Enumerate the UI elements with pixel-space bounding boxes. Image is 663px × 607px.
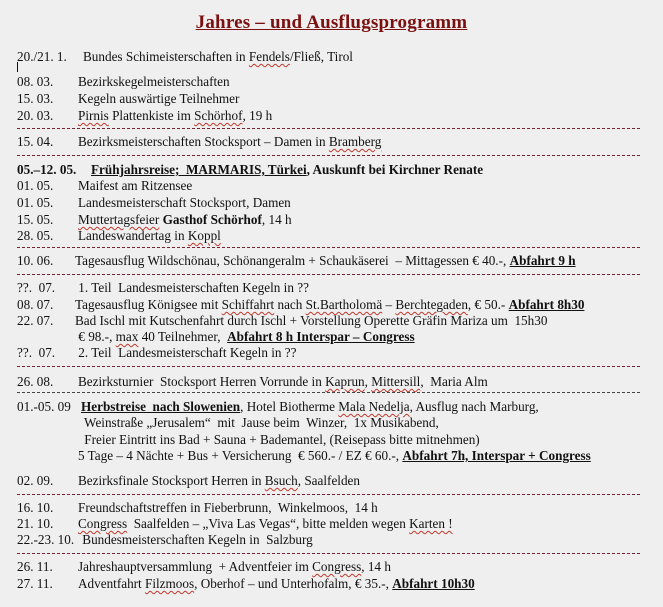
entry-text: Bezirksturnier Stocksport Herren Vorrunde in [78, 374, 326, 389]
schedule-entry [17, 532, 313, 548]
entry-text: Muttertagsfeier [78, 212, 160, 227]
separator [17, 553, 640, 554]
entry-date: 22.-23. 10. [17, 532, 75, 547]
schedule-entry [17, 178, 192, 194]
schedule-entry [17, 399, 539, 415]
schedule-entry [17, 74, 230, 90]
entry-date: 15. 05. [17, 212, 54, 227]
separator [17, 155, 640, 156]
entry-text: Congress [78, 516, 128, 531]
entry-text: St.Bartholomä [305, 297, 383, 312]
entry-text: , Oberhof – und Unterhofalm, € 35.-, [194, 576, 393, 591]
entry-text: , 14 h [361, 559, 391, 574]
schedule-entry [17, 473, 360, 489]
entry-date: 05.–12. 05. [17, 162, 77, 177]
entry-date: 20. 03. [17, 108, 54, 123]
schedule-entry [17, 280, 309, 296]
entry-date: 01. 05. [17, 195, 54, 210]
entry-text: Landeswandertag in [78, 228, 188, 243]
entry-text: Abfahrt 9 h [509, 253, 576, 268]
entry-text: Landesmeisterschaft Stocksport, Damen [78, 195, 291, 210]
entry-text: Bad Ischl mit Kutschenfahrt durch Ischl + Vorstellung Operette Gräfin Mariza um 15h30 [75, 313, 548, 328]
schedule-entry [17, 559, 391, 575]
entry-text: Saalfelden – „Viva Las Vegas“, bitte melden wegen [127, 516, 410, 531]
entry-text: Frühjahrsreise; MARMARIS, Türkei [91, 162, 307, 177]
entry-date: 16. 10. [17, 500, 54, 515]
entry-text: Bundes Schimeisterschaften in [83, 49, 249, 64]
entry-text: Mala Nedelja [338, 399, 410, 414]
entry-text: Maifest am Ritzensee [78, 178, 193, 193]
entry-text: – [382, 297, 396, 312]
entry-text: Freundschaftstreffen in Fieberbrunn, Winkelmoos, 14 h [78, 500, 378, 515]
entry-text: Abfahrt 7h, Interspar + Congress [402, 448, 591, 463]
entry-text: , Maria Alm [420, 374, 488, 389]
schedule-entry-continuation [17, 432, 480, 448]
entry-date: ??. 07. [17, 280, 56, 295]
entry-text: Bsuch [264, 473, 298, 488]
entry-date: 08. 03. [17, 74, 54, 89]
entry-text: € 98.-, [75, 329, 116, 344]
entry-text: Bezirksfinale Stocksport Herren in [78, 473, 265, 488]
separator [17, 247, 640, 248]
entry-date: 28. 05. [17, 228, 54, 243]
entry-text: Bramberg [328, 134, 382, 149]
entry-text: Mittersill [371, 374, 421, 389]
schedule-entry [17, 345, 296, 361]
schedule-entry [17, 228, 221, 244]
entry-text: Herbstreise nach Slowenien [81, 399, 241, 414]
separator [17, 392, 640, 393]
schedule-entry-continuation [17, 448, 591, 464]
entry-date: 15. 03. [17, 91, 54, 106]
entry-date: 10. 06. [17, 253, 54, 268]
entry-text: , Saalfelden [297, 473, 360, 488]
entry-text: , € 50.- [467, 297, 509, 312]
schedule-entry [17, 49, 353, 65]
schedule-entry [17, 212, 292, 228]
separator [17, 128, 640, 129]
schedule-entry [17, 500, 378, 516]
entry-text: Tagesausflug Königsee mit [75, 297, 222, 312]
schedule-entry [17, 134, 381, 150]
entry-text: Freier Eintritt ins Bad + Sauna + Bademantel, (Reisepass bitte mitnehmen) [81, 432, 480, 447]
entry-text: Abfahrt 10h30 [392, 576, 475, 591]
entry-text: Plattenkiste im [108, 108, 195, 123]
schedule-entry [17, 253, 576, 269]
entry-text: , Hotel Biotherme [240, 399, 339, 414]
entry-text: nach [274, 297, 306, 312]
entry-text: , Ausflug nach Marburg, [409, 399, 539, 414]
separator [17, 274, 640, 275]
document-title: Jahres – und Ausflugsprogramm [195, 12, 468, 33]
entry-text: Abfahrt 8 h Interspar – Congress [227, 329, 415, 344]
entry-text: Karten ! [409, 516, 453, 531]
entry-text: Fendels [248, 49, 290, 64]
schedule-entry [17, 516, 453, 532]
separator [17, 494, 640, 495]
entry-text: /Fließ, Tirol [289, 49, 353, 64]
entry-date: 08. 07. [17, 297, 54, 312]
schedule-entry-continuation [17, 329, 415, 345]
entry-text: 5 Tage – 4 Nächte + Bus + Versicherung € 560.- / EZ € 60.-, [78, 448, 403, 463]
entry-date: 21. 10. [17, 516, 54, 531]
entry-text: max [115, 329, 139, 344]
schedule-entry [17, 297, 584, 313]
entry-date: 15. 04. [17, 134, 54, 149]
entry-text: , 19 h [242, 108, 273, 123]
entry-text: Gasthof Schörhof [162, 212, 262, 227]
entry-date: 26. 11. [17, 559, 53, 574]
entry-date: 01.-05. 09 [17, 399, 71, 414]
entry-text: Berchtegaden [395, 297, 468, 312]
entry-date: 22. 07. [17, 313, 54, 328]
entry-text: Bundesmeisterschaften Kegeln in Salzburg [79, 532, 313, 547]
entry-text: Pirnis [78, 108, 109, 123]
entry-text: Tagesausflug Wildschönau, Schönangeralm + Schaukäserei – Mittagessen € 40.-, [75, 253, 510, 268]
schedule-entry-continuation [17, 415, 439, 431]
entry-text: , [364, 374, 372, 389]
entry-text: Bezirkskegelmeisterschaften [78, 74, 230, 89]
entry-date: 20./21. 1. [17, 49, 67, 64]
schedule-entry [17, 313, 547, 329]
schedule-entry [17, 108, 272, 124]
entry-text: 2. Teil Landesmeisterschaft Kegeln in ?? [75, 345, 297, 360]
entry-text: Weinstraße „Jerusalem“ mit Jause beim Winzer, 1x Musikabend, [81, 415, 439, 430]
entry-text: Adventfahrt [78, 576, 146, 591]
entry-text: Bezirksmeisterschaften Stocksport – Damen in [78, 134, 329, 149]
entry-date: 01. 05. [17, 178, 54, 193]
schedule-entry [17, 162, 483, 178]
entry-text: Kegeln auswärtige Teilnehmer [78, 91, 240, 106]
schedule-entry [17, 195, 291, 211]
entry-date: 27. 11. [17, 576, 53, 591]
schedule-entry [17, 91, 239, 107]
entry-text: Schiffahrt [221, 297, 275, 312]
entry-text: 1. Teil Landesmeisterschaften Kegeln in ?? [75, 280, 309, 295]
entry-text: , 14 h [261, 212, 292, 227]
entry-date: 26. 08. [17, 374, 54, 389]
entry-text: Schörhof [194, 108, 243, 123]
entry-text: 40 Teilnehmer, [138, 329, 228, 344]
schedule-entry [17, 374, 488, 390]
entry-text: Koppl [187, 228, 221, 243]
entry-date: ??. 07. [17, 345, 56, 360]
entry-text: Jahreshauptversammlung + Adventfeier im [78, 559, 313, 574]
entry-text: , Auskunft bei Kirchner Renate [306, 162, 484, 177]
entry-date: 02. 09. [17, 473, 54, 488]
schedule-entry [17, 576, 475, 592]
entry-text: Abfahrt 8h30 [508, 297, 585, 312]
entry-text: Kaprun [325, 374, 365, 389]
separator [17, 366, 640, 367]
entry-text: Congress [312, 559, 362, 574]
entry-text: Filzmoos [145, 576, 195, 591]
